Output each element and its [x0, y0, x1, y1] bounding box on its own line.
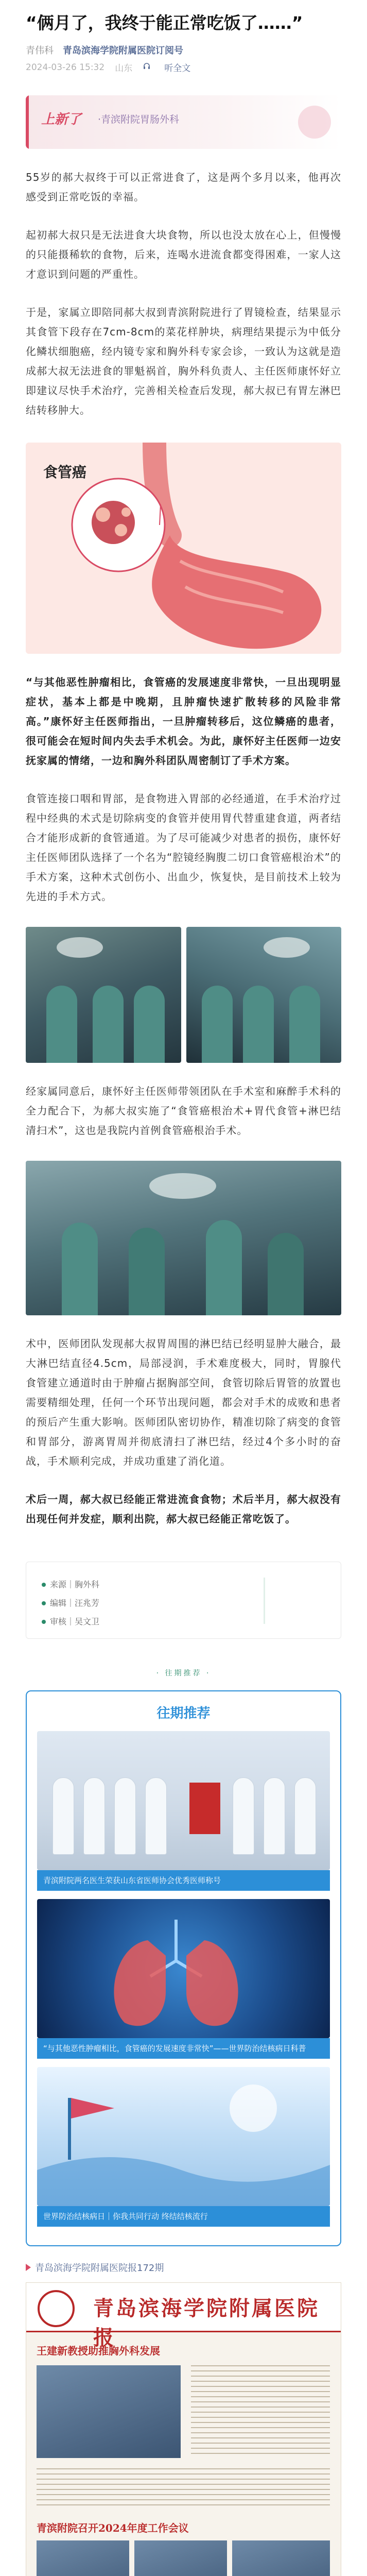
newspaper-title: 青岛滨海学院附属医院报: [93, 2296, 320, 2350]
headphone-icon: [143, 62, 151, 73]
surgeon-figure: [46, 986, 77, 1063]
hospital-logo-icon: [38, 2290, 75, 2327]
surgery-photo-pair: [26, 927, 341, 1063]
surgical-lamp: [57, 937, 103, 958]
card-decoration: [264, 1578, 325, 1624]
newspaper-photo: [232, 2540, 330, 2576]
paragraph-emphasis: 术后一周，郝大叔已经能正常进流食食物；术后半月，郝大叔没有出现任何并发症，顺利出院，郝大叔已经能正常吃饭了。: [26, 1493, 341, 1525]
recommendation-caption: “与其他恶性肿瘤相比，食管癌的发展速度非常快”——世界防治结核病日科普: [37, 2038, 330, 2059]
illustration-label: 食管癌: [43, 464, 87, 481]
person-figure: [114, 1777, 136, 1855]
author-editor: 编辑｜汪兆芳: [50, 1598, 100, 1608]
article-title: “俩月了，我终于能正常吃饭了……”: [26, 13, 303, 33]
paragraph: 术中，医师团队发现郝大叔胃周围的淋巴结已经明显肿大融合，最大淋巴结直径4.5cm，局部浸润，手术难度极大，同时，胃腺代食管建立通道时由于肿瘤占据胸部空间，食管切除后胃管的放置也需要精细处理，任何一个环节出现问题，都会对手术的成败和患者的预后产生重大影响。医师团队密切协作，精准切除了病变的食管和胃部分，游离胃周并彻底清扫了淋巴结，经过4个多小时的奋战，手术顺利完成，并成功重建了消化道。: [26, 1337, 341, 1467]
triangle-icon: [26, 2264, 31, 2271]
surgeon-figure: [134, 986, 165, 1063]
author-card: [26, 1562, 341, 1639]
newspaper-photo: [37, 2540, 129, 2576]
author-source: 来源｜胸外科: [50, 1580, 100, 1589]
recommendation-item[interactable]: [37, 1731, 330, 1891]
banner-badge: 上新了: [41, 112, 82, 127]
recommendation-item[interactable]: [37, 2067, 330, 2227]
bullet-icon: [42, 1601, 46, 1605]
surgeon-figure: [202, 986, 233, 1063]
paragraph-emphasis: “与其他恶性肿瘤相比，食管癌的发展速度非常快，一旦出现明显症状，基本上都是中晚期，且肿瘤快速扩散转移的风险非常高。”康怀好主任医师指出，一旦肿瘤转移后，这位鳞癌的患者，很可能会在短时间内失去手术机会。为此，康怀好主任医师一边安抚家属的情绪，一边和胸外科团队周密制订了手术方案。: [26, 676, 341, 767]
newspaper-text-block: [191, 2365, 330, 2458]
person-figure: [264, 1777, 285, 1855]
surgeon-figure: [289, 986, 320, 1063]
listen-label: 听全文: [164, 63, 191, 74]
collection-link[interactable]: [26, 2261, 341, 2274]
newspaper-text-block: [37, 2468, 330, 2510]
banner-dept: ·青滨附院胃肠外科: [98, 114, 180, 125]
surgery-photo-wide: [26, 1161, 341, 1315]
newspaper-photo: [134, 2540, 227, 2576]
paragraph: 于是，家属立即陪同郝大叔到青滨附院进行了胃镜检查，结果显示其食管下段存在7cm-8cm的菜花样肿块，病理结果提示为中低分化鳞状细胞癌，经内镜专家和胸外科专家会诊，一致认为这就是造成郝大叔无法进食的罪魁祸首，胸外科负责人、主任医师康怀好立即建议尽快手术治疗，完善相关检查后发现，郝大叔已有胃左淋巴结转移肿大。: [26, 306, 341, 416]
article-source: 青伟科: [26, 45, 54, 56]
esophageal-cancer-illustration: [26, 443, 341, 654]
surgical-lamp: [264, 937, 310, 958]
meta-row-date: [26, 61, 341, 74]
lungs-icon: [37, 1899, 330, 2038]
surgical-lamp: [149, 1173, 216, 1199]
surgery-photo: [26, 927, 181, 1063]
stomach-drawing: [26, 443, 341, 654]
surgeon-figure: [129, 1228, 165, 1315]
surgeon-figure: [243, 986, 274, 1063]
past-recommendations: [26, 1690, 341, 2246]
newspaper-photo: [37, 2365, 181, 2458]
surgeon-figure: [268, 1233, 304, 1315]
recommendation-image: [37, 2067, 330, 2206]
bullet-icon: [42, 1583, 46, 1587]
paragraph: 起初郝大叔只是无法进食大块食物，所以也没太放在心上，但慢慢的只能摄稀软的食物，后来，连喝水进流食都变得困难，一家人这才意识到问题的严重性。: [26, 229, 341, 280]
recommendation-image: [37, 1899, 330, 2038]
newspaper-headline: 青滨附院召开2024年度工作会议: [37, 2522, 189, 2534]
person-figure: [83, 1777, 105, 1855]
person-figure: [145, 1777, 167, 1855]
collection-label: 青岛滨海学院附属医院报172期: [35, 2263, 164, 2274]
listen-button[interactable]: [143, 61, 201, 74]
surgeon-figure: [93, 986, 124, 1063]
campaign-graphic: [37, 2067, 330, 2206]
newspaper-masthead: [26, 2283, 341, 2350]
past-title: 往期推荐: [156, 1706, 211, 1721]
person-figure: [294, 1777, 316, 1855]
person-figure: [53, 1777, 74, 1855]
meta-row: [26, 43, 341, 57]
surgery-photo: [186, 927, 342, 1063]
banner-decoration: [298, 106, 331, 139]
surgeon-figure: [62, 1223, 98, 1315]
section-divider: · 往期推荐 ·: [156, 1669, 211, 1677]
recommendation-item[interactable]: [37, 1899, 330, 2059]
publish-location: 山东: [115, 63, 133, 74]
paragraph: 经家属同意后，康怀好主任医师带领团队在手术室和麻醉手术科的全力配合下，为郝大叔实施了“食管癌根治术+胃代食管+淋巴结清扫术”，这也是我院内首例食管癌根治手术。: [26, 1085, 341, 1137]
banner-stripe: [26, 95, 29, 149]
paragraph: 55岁的郝大叔终于可以正常进食了，这是两个多月以来，他再次感受到正常吃饭的幸福。: [26, 171, 341, 203]
paragraph: 食管连接口咽和胃部，是食物进入胃部的必经通道，在手术治疗过程中经典的术式是切除病变的食管并使用胃代替重建食道，两者结合才能形成新的食管通道。为了尽可能减少对患者的损伤，康怀好主任医师团队选择了一个名为“腔镜经胸腹二切口食管癌根治术”的手术方案，这种术式创伤小、出血少，恢复快，是目前技术上较为先进的手术方式。: [26, 792, 341, 903]
recommendation-image: [37, 1731, 330, 1870]
surgeon-figure: [206, 1220, 242, 1315]
person-figure: [233, 1777, 254, 1855]
hospital-newspaper[interactable]: [26, 2282, 341, 2576]
recommendation-caption: 青滨附院两名医生荣获山东省医师协会优秀医师称号: [37, 1870, 330, 1891]
dept-banner: [26, 95, 341, 149]
account-name-link[interactable]: 青岛滨海学院附属医院订阅号: [63, 45, 183, 56]
award-banner: [189, 1783, 220, 1834]
publish-date: 2024-03-26 15:32: [26, 62, 105, 73]
bullet-icon: [42, 1620, 46, 1624]
recommendation-caption: 世界防治结核病日｜你我共同行动 终结结核流行: [37, 2206, 330, 2227]
newspaper-headline: 王建新教授助推胸外科发展: [37, 2345, 160, 2357]
author-review: 审核｜吴文卫: [50, 1617, 100, 1626]
